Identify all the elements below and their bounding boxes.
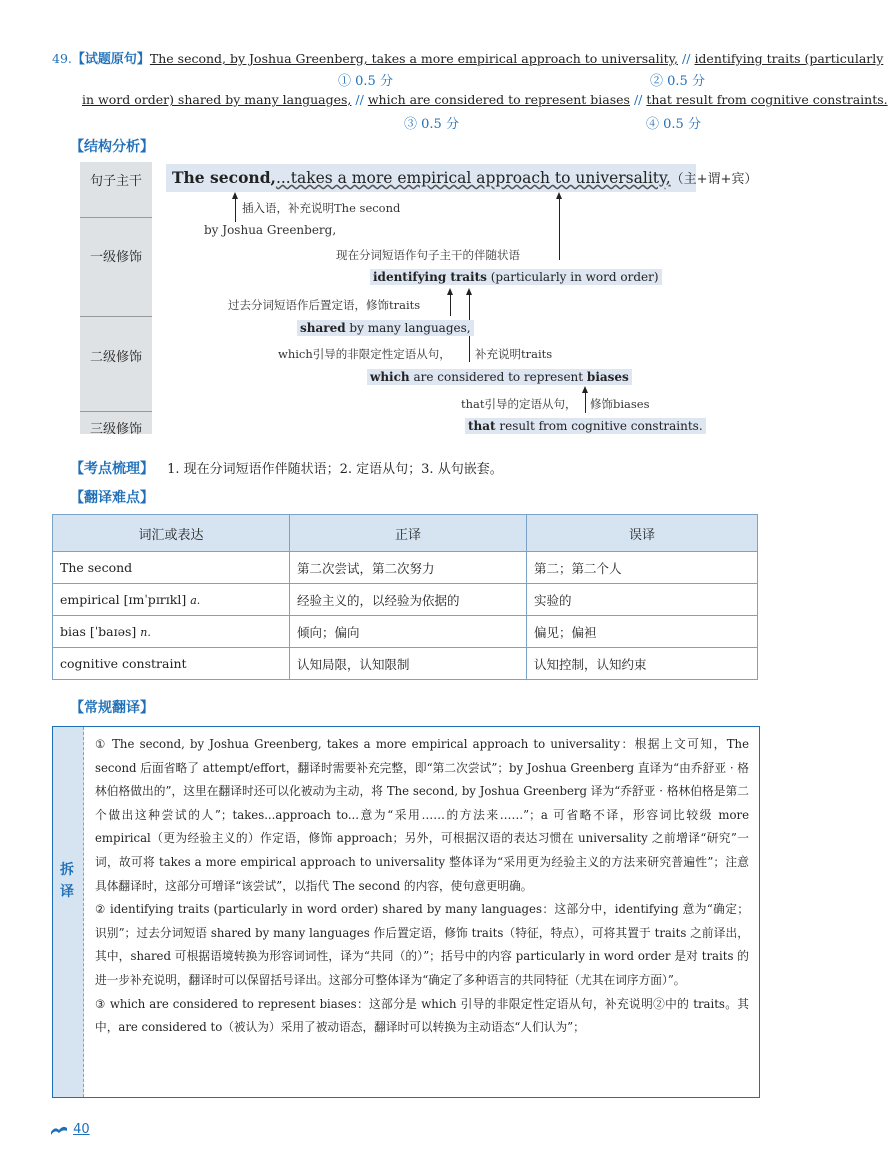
score-2: ② 0.5 分 (650, 74, 705, 89)
term: bias [ˈbaɪəs] (60, 624, 137, 639)
question-number: 49. (52, 51, 72, 66)
segment-3: which are considered to represent biases (367, 92, 630, 107)
col-term: 词汇或表达 (53, 515, 290, 552)
arrow-up-icon (466, 288, 472, 295)
correct-cell: 经验主义的，以经验为依据的 (290, 584, 527, 616)
level-column (80, 162, 152, 434)
which-bold: which (370, 370, 410, 384)
term: empirical [ɪmˈpɪrɪkl] (60, 592, 187, 607)
score-1: ① 0.5 分 (338, 74, 393, 89)
arrow-up-icon (582, 386, 588, 393)
translation-box (52, 726, 760, 1098)
structure-heading: 【结构分析】 (70, 139, 154, 155)
level-main: 句子主干 (89, 174, 142, 189)
phrase-which (367, 369, 632, 385)
question-tag: 【试题原句】 (71, 52, 150, 67)
note-that-2: 修饰biases (590, 397, 650, 411)
note-which-2: 补充说明traits (475, 347, 553, 361)
book-icon (50, 1123, 68, 1135)
table-row (53, 584, 758, 616)
wrong-cell: 认知控制，认知约束 (527, 648, 758, 680)
separator: // (682, 51, 691, 66)
segment-2-cont: in word order) shared by many languages, (82, 92, 352, 107)
phrase-that (465, 418, 706, 434)
shared-bold: shared (300, 321, 346, 335)
side-label: 拆译 (60, 862, 74, 900)
term-cell (53, 552, 290, 584)
part-of-speech: a. (190, 594, 201, 607)
phrase-shared (297, 320, 474, 336)
main-tag: （主+谓+宾） (670, 172, 758, 187)
page-number: 40 (73, 1122, 90, 1137)
points-text: 1. 现在分词短语作伴随状语；2. 定语从句；3. 从句嵌套。 (167, 462, 503, 477)
level-divider (80, 217, 152, 218)
arrow-up-icon (447, 288, 453, 295)
main-subject: The second, (172, 168, 276, 187)
identifying-rest: (particularly in word order) (486, 270, 659, 284)
wrong-cell: 偏见；偏袒 (527, 616, 758, 648)
note-participle: 现在分词短语作句子主干的伴随状语 (336, 248, 520, 262)
main-clause (172, 168, 757, 187)
biases-bold: biases (586, 370, 629, 384)
difficulty-table (52, 514, 758, 680)
identifying-bold: identifying traits (373, 270, 487, 284)
correct-cell: 认知局限，认知限制 (290, 648, 527, 680)
level-1: 一级修饰 (89, 250, 142, 265)
score-3: ③ 0.5 分 (404, 117, 459, 132)
level-divider (80, 411, 152, 412)
level-2: 二级修饰 (89, 350, 142, 365)
translation-heading: 【常规翻译】 (70, 700, 154, 716)
term: The second (60, 560, 133, 575)
wrong-cell: 实验的 (527, 584, 758, 616)
arrow-line (235, 197, 236, 222)
arrow-line (585, 391, 586, 413)
level-divider (80, 316, 152, 317)
note-which: which引导的非限定性定语从句， (278, 347, 451, 361)
arrow-up-icon (556, 192, 562, 199)
question-line-2 (82, 92, 888, 107)
table-header-row (53, 515, 758, 552)
difficulty-heading: 【翻译难点】 (70, 490, 154, 506)
phrase-by: by Joshua Greenberg, (204, 223, 337, 237)
phrase-identifying (370, 269, 662, 285)
note-past-participle: 过去分词短语作后置定语，修饰traits (228, 298, 421, 312)
col-wrong: 误译 (527, 515, 758, 552)
main-predicate: ...takes a more empirical approach to universality, (275, 169, 671, 187)
that-rest: result from cognitive constraints. (495, 419, 703, 433)
translation-para-2: ② identifying traits (particularly in word order) shared by many languages：这部分中，identifying 意为“确定；识别”；过去分词短语 shared by many languages 作后置定语，修饰 traits（特征，特点），可将其置于 traits 之前译出，其中，shared 可根据语境转换为形容词词性，译为“共同（的）”；括号中的内容 particularly in word order 是对 traits 的进一步补充说明，翻译时可以保留括号译出。这部分可整体译为“确定了多种语言的共同特征（尤其在词序方面）”。 (95, 902, 749, 987)
table-row (53, 648, 758, 680)
level-3: 三级修饰 (89, 422, 142, 437)
col-correct: 正译 (290, 515, 527, 552)
table-row (53, 616, 758, 648)
translation-side (53, 727, 84, 1097)
which-rest: are considered to represent (409, 370, 587, 384)
part-of-speech: n. (140, 626, 151, 639)
correct-cell: 倾向；偏向 (290, 616, 527, 648)
note-that: that引导的定语从句， (461, 397, 577, 411)
wrong-cell: 第二；第二个人 (527, 552, 758, 584)
term-cell (53, 648, 290, 680)
term: cognitive constraint (60, 656, 187, 671)
points-row (70, 458, 503, 478)
term-cell (53, 616, 290, 648)
score-4: ④ 0.5 分 (646, 117, 701, 132)
shared-rest: by many languages, (345, 321, 471, 335)
segment-4: that result from cognitive constraints. (646, 92, 888, 107)
points-heading: 【考点梳理】 (70, 461, 154, 477)
term-cell (53, 584, 290, 616)
note-parenthesis: 插入语，补充说明The second (242, 201, 401, 215)
segment-1: The second, by Joshua Greenberg, takes a more empirical approach to universality, (149, 51, 679, 66)
arrow-line (559, 197, 560, 260)
translation-text (95, 733, 749, 1040)
page-footer (50, 1118, 90, 1137)
table-row (53, 552, 758, 584)
question-line-1 (52, 48, 883, 67)
arrow-line (450, 293, 451, 316)
separator: // (633, 92, 643, 107)
translation-para-1: ① The second, by Joshua Greenberg, takes a more empirical approach to universality：根据上文可知，The second 后面省略了 attempt/effort，翻译时需要补充完整，即“第二次尝试”；by Joshua Greenberg 直译为“由乔舒亚 · 格林伯格做出的”，这里在翻译时还可以化被动为主动，将 The second, by Joshua Greenberg 译为“乔舒亚 · 格林伯格是第二个做出这种尝试的人”；takes...approach to...意为“采用……的方法来……”；a 可省略不译，形容词比较级 more empirical（更为经验主义的）作定语，修饰 approach；另外，可根据汉语的表达习惯在 universality 之前增译“研究”一词，故可将 takes a more empirical approach to universality 整体译为“采用更为经验主义的方法来研究普遍性”；注意具体翻译时，这部分可增译“该尝试”，以指代 The second 的内容，使句意更明确。 (95, 737, 749, 893)
translation-para-3: ③ which are considered to represent biases：这部分是 which 引导的非限定性定语从句，补充说明②中的 traits。其中，are considered to（被认为）采用了被动语态，翻译时可以转换为主动语态“人们认为”； (95, 996, 749, 1035)
arrow-up-icon (232, 192, 238, 199)
segment-2: identifying traits (particularly (694, 51, 884, 66)
that-bold: that (468, 419, 496, 433)
separator: // (355, 92, 364, 107)
correct-cell: 第二次尝试，第二次努力 (290, 552, 527, 584)
